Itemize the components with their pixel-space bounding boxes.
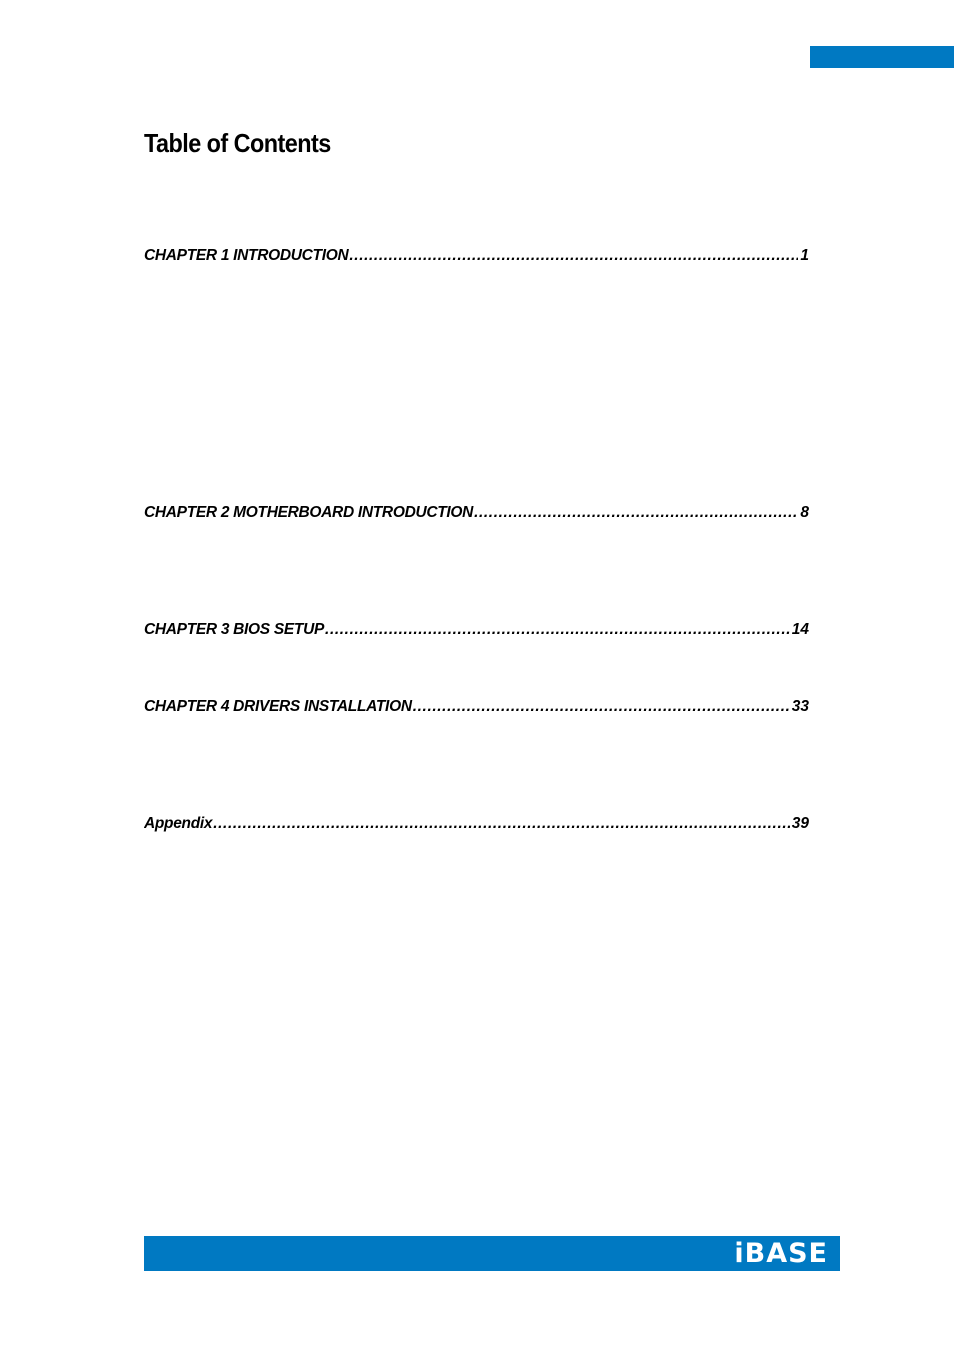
toc-entry-label: Appendix [144,815,213,832]
page-title: Table of Contents [144,128,331,158]
toc-page-number: 1 [800,247,809,264]
toc-page-number: 39 [791,815,809,832]
header-accent-tab [810,46,954,68]
toc-entry-appendix[interactable] [144,813,809,835]
dot-leader [325,619,790,641]
toc-entry-label: CHAPTER 4 DRIVERS INSTALLATION [144,698,412,715]
toc-page-number: 14 [791,621,809,638]
footer-bar [144,1236,840,1271]
toc-entry-chapter-2[interactable] [144,502,809,524]
dot-leader [413,696,790,718]
dot-leader [213,813,790,835]
toc-page-number: 8 [800,504,809,521]
toc-entry-chapter-3[interactable] [144,619,809,641]
toc-entry-label: CHAPTER 3 BIOS SETUP [144,621,325,638]
toc-entry-label: CHAPTER 2 MOTHERBOARD INTRODUCTION [144,504,474,521]
toc-entry-chapter-1[interactable] [144,245,809,267]
dot-leader [474,502,798,524]
ibase-logo: iBASE [734,1238,828,1269]
toc-entry-label: CHAPTER 1 INTRODUCTION [144,247,349,264]
dot-leader [349,245,798,267]
toc-entry-chapter-4[interactable] [144,696,809,718]
toc-page-number: 33 [791,698,809,715]
